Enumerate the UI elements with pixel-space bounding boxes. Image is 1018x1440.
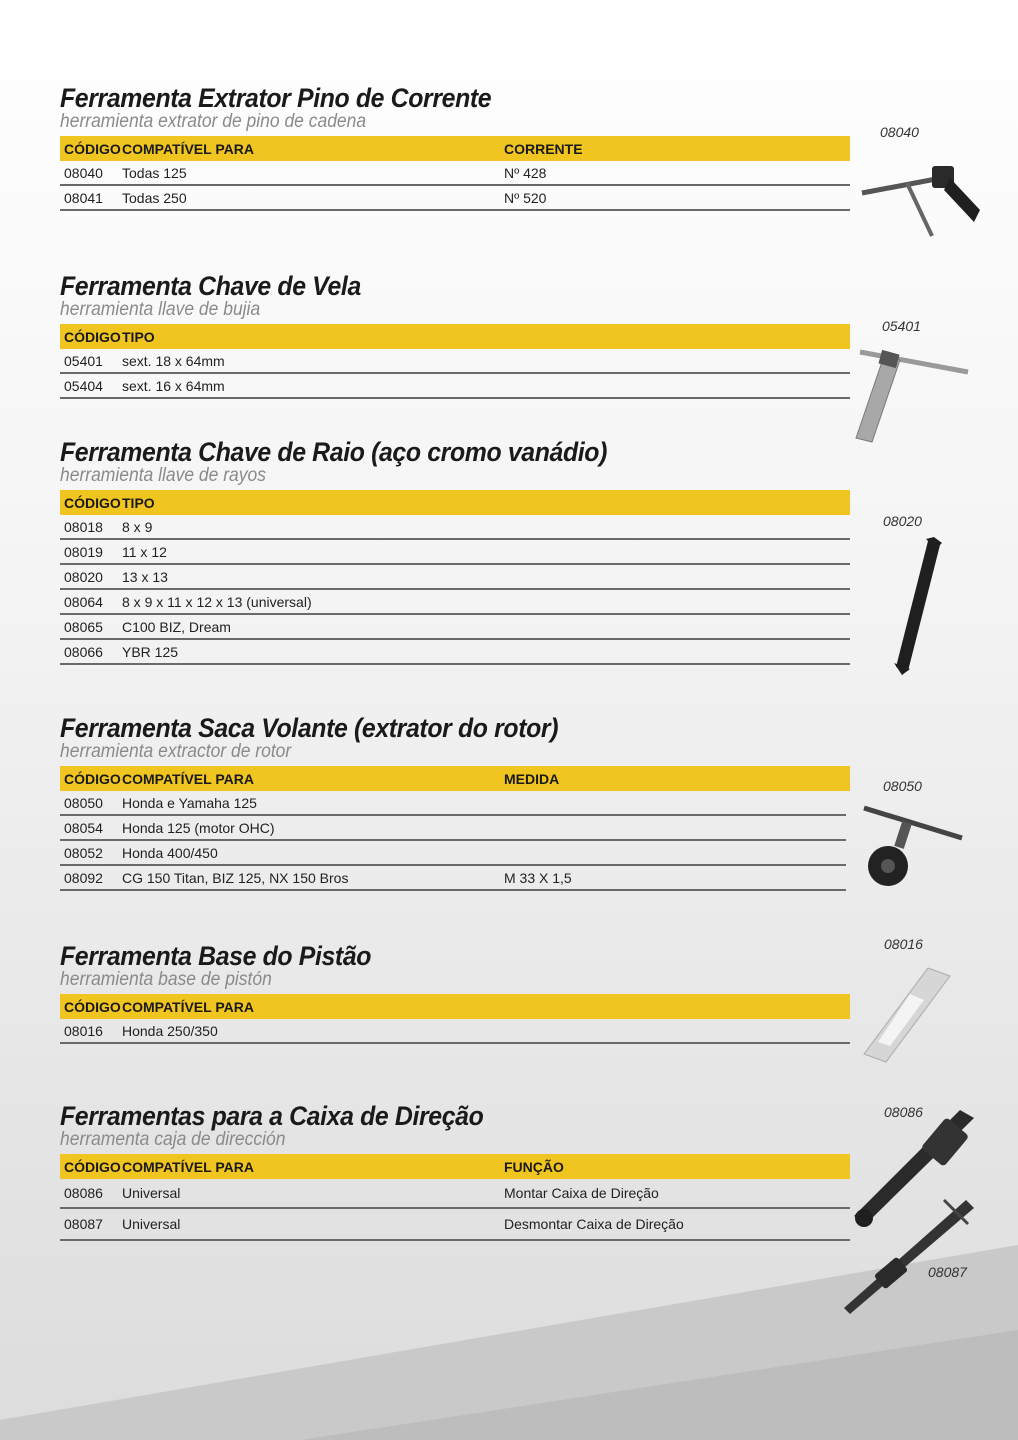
spoke-wrench-tool-image	[880, 535, 950, 680]
spark-plug-wrench-tool-image	[852, 342, 972, 452]
cell-code: 08019	[64, 543, 103, 560]
header-code: CÓDIGO	[64, 998, 121, 1015]
header-compatible: COMPATÍVEL PARA	[122, 998, 254, 1015]
table-header	[60, 1154, 850, 1179]
cell-type: 8 x 9 x 11 x 12 x 13 (universal)	[122, 593, 312, 610]
cell-measure: M 33 X 1,5	[504, 869, 572, 886]
section-title: Ferramenta Extrator Pino de Corrente	[60, 83, 492, 113]
cell-compatible: Honda 125 (motor OHC)	[122, 819, 275, 836]
section-subtitle: herramienta extrator de pino de cadena	[60, 111, 367, 132]
product-table	[60, 490, 850, 665]
header-code: CÓDIGO	[64, 494, 121, 511]
section-title: Ferramentas para a Caixa de Direção	[60, 1101, 484, 1131]
cell-compatible: Todas 125	[122, 164, 187, 181]
product-table	[60, 1154, 850, 1241]
product-table	[60, 766, 850, 891]
header-code: CÓDIGO	[64, 140, 121, 157]
table-row	[60, 515, 850, 540]
cell-code: 08087	[64, 1216, 103, 1232]
product-label-08087: 08087	[928, 1264, 967, 1280]
cell-compatible: Universal	[122, 1185, 181, 1201]
section-title: Ferramenta Chave de Raio (aço cromo vanádio)	[60, 437, 608, 467]
cell-function: Desmontar Caixa de Direção	[504, 1216, 684, 1232]
section-title: Ferramenta Base do Pistão	[60, 941, 372, 971]
cell-type: C100 BIZ, Dream	[122, 618, 231, 635]
cell-code: 08052	[64, 844, 103, 861]
section-subtitle: herramienta extractor de rotor	[60, 741, 292, 762]
flywheel-puller-tool-image	[858, 800, 968, 895]
product-table	[60, 324, 850, 399]
header-code: CÓDIGO	[64, 328, 121, 345]
cell-chain: Nº 428	[504, 164, 547, 181]
product-label-08016: 08016	[884, 936, 923, 952]
cell-compatible: Universal	[122, 1216, 181, 1232]
table-row	[60, 640, 850, 665]
header-code: CÓDIGO	[64, 1158, 121, 1175]
header-type: TIPO	[122, 494, 155, 511]
section-title: Ferramenta Saca Volante (extrator do rotor)	[60, 713, 559, 743]
product-label-08040: 08040	[880, 124, 919, 140]
header-code: CÓDIGO	[64, 770, 121, 787]
section-steering-head-tools	[60, 1102, 850, 1241]
product-label-08020: 08020	[883, 513, 922, 529]
section-spark-plug-wrench	[60, 272, 850, 399]
header-type: TIPO	[122, 328, 155, 345]
cell-compatible: CG 150 Titan, BIZ 125, NX 150 Bros	[122, 869, 349, 886]
table-row	[60, 866, 846, 891]
table-row	[60, 590, 850, 615]
header-compatible: COMPATÍVEL PARA	[122, 140, 254, 157]
header-function: FUNÇÃO	[504, 1158, 564, 1175]
table-header	[60, 766, 850, 791]
header-chain: CORRENTE	[504, 140, 583, 157]
table-header	[60, 490, 850, 515]
cell-code: 08016	[64, 1022, 103, 1039]
table-row	[60, 841, 846, 866]
section-flywheel-puller	[60, 714, 850, 891]
table-row	[60, 186, 850, 211]
steering-head-tools-image	[840, 1104, 990, 1324]
table-row	[60, 161, 850, 186]
table-row	[60, 791, 846, 816]
piston-base-tool-image	[858, 964, 958, 1069]
header-compatible: COMPATÍVEL PARA	[122, 1158, 254, 1175]
chain-extractor-tool-image	[852, 148, 992, 243]
cell-code: 08050	[64, 794, 103, 811]
section-subtitle: herramenta caja de dirección	[60, 1129, 286, 1150]
product-table	[60, 994, 850, 1044]
table-header	[60, 994, 850, 1019]
section-piston-base	[60, 942, 850, 1044]
cell-function: Montar Caixa de Direção	[504, 1185, 659, 1201]
table-row	[60, 565, 850, 590]
cell-type: 8 x 9	[122, 518, 153, 535]
table-row	[60, 349, 850, 374]
table-row	[60, 540, 850, 565]
header-compatible: COMPATÍVEL PARA	[122, 770, 254, 787]
cell-code: 05404	[64, 377, 103, 394]
cell-type: sext. 18 x 64mm	[122, 352, 225, 369]
cell-code: 08018	[64, 518, 103, 535]
table-row	[60, 1179, 850, 1209]
product-table	[60, 136, 850, 211]
cell-code: 08041	[64, 189, 103, 206]
table-row	[60, 816, 846, 841]
cell-type: 11 x 12	[122, 543, 167, 560]
section-subtitle: herramienta llave de bujia	[60, 299, 261, 320]
cell-code: 05401	[64, 352, 103, 369]
cell-type: sext. 16 x 64mm	[122, 377, 225, 394]
header-measure: MEDIDA	[504, 770, 560, 787]
cell-code: 08064	[64, 593, 103, 610]
section-subtitle: herramienta llave de rayos	[60, 465, 266, 486]
product-label-05401: 05401	[882, 318, 921, 334]
cell-type: YBR 125	[122, 643, 179, 660]
cell-compatible: Honda 400/450	[122, 844, 218, 861]
section-subtitle: herramienta base de pistón	[60, 969, 272, 990]
cell-code: 08086	[64, 1185, 103, 1201]
cell-chain: Nº 520	[504, 189, 547, 206]
cell-compatible: Honda e Yamaha 125	[122, 794, 257, 811]
cell-compatible: Honda 250/350	[122, 1022, 218, 1039]
cell-code: 08092	[64, 869, 103, 886]
cell-code: 08066	[64, 643, 103, 660]
cell-type: 13 x 13	[122, 568, 168, 585]
product-label-08050: 08050	[883, 778, 922, 794]
cell-code: 08040	[64, 164, 103, 181]
cell-code: 08065	[64, 618, 103, 635]
table-header	[60, 136, 850, 161]
section-chain-pin-extractor	[60, 84, 850, 211]
product-label-08086: 08086	[884, 1104, 923, 1120]
section-title: Ferramenta Chave de Vela	[60, 271, 361, 301]
table-row	[60, 1209, 850, 1241]
cell-code: 08020	[64, 568, 103, 585]
table-row	[60, 374, 850, 399]
table-row	[60, 615, 850, 640]
table-header	[60, 324, 850, 349]
section-spoke-wrench	[60, 438, 850, 665]
cell-compatible: Todas 250	[122, 189, 187, 206]
table-row	[60, 1019, 850, 1044]
cell-code: 08054	[64, 819, 103, 836]
